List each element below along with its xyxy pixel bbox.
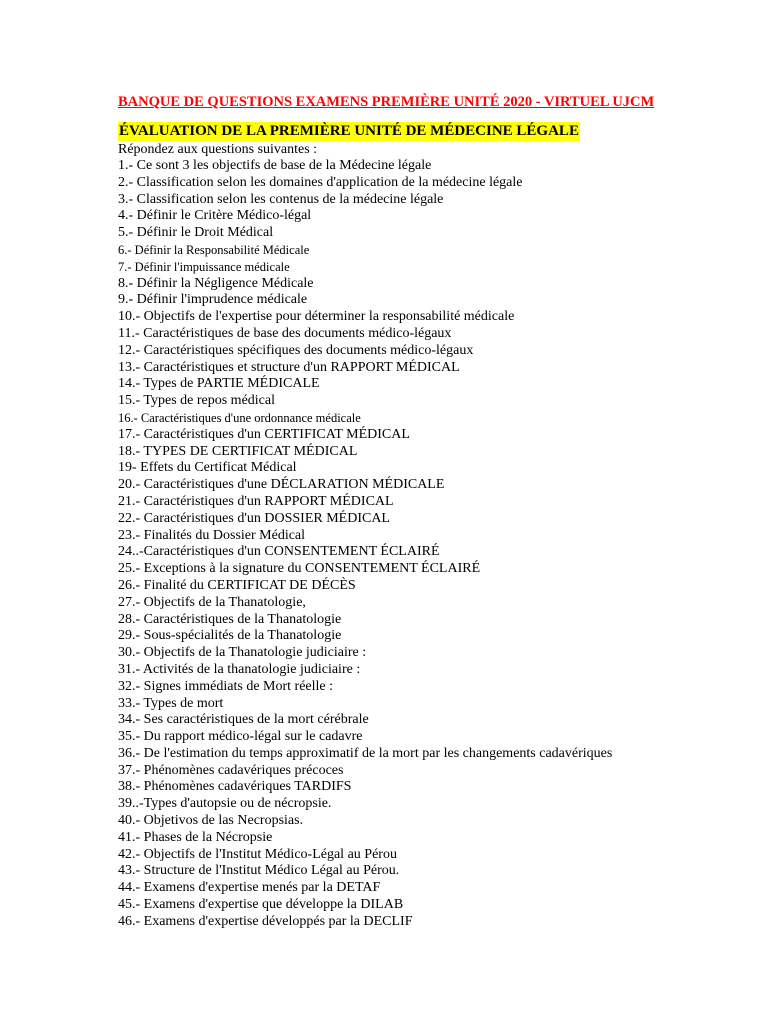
question-item: 28.- Caractéristiques de la Thanatologie: [118, 611, 342, 627]
question-item: 24..-Caractéristiques d'un CONSENTEMENT ÉCLAIRÉ: [118, 544, 440, 560]
question-item: 23.- Finalités du Dossier Médical: [118, 527, 306, 543]
question-item: 41.- Phases de la Nécropsie: [118, 829, 273, 845]
question-item: 20.- Caractéristiques d'une DÉCLARATION MÉDICALE: [118, 477, 445, 493]
question-item: 46.- Examens d'expertise développés par la DECLIF: [118, 913, 413, 929]
question-list: [118, 158, 612, 931]
question-item: 17.- Caractéristiques d'un CERTIFICAT MÉDICAL: [118, 426, 410, 442]
question-item: 4.- Définir le Critère Médico-légal: [118, 208, 312, 224]
question-item: 15.- Types de repos médical: [118, 393, 275, 409]
question-item: 21.- Caractéristiques d'un RAPPORT MÉDICAL: [118, 493, 394, 509]
document-title: BANQUE DE QUESTIONS EXAMENS PREMIÈRE UNITÉ 2020 - VIRTUEL UJCM: [118, 94, 655, 110]
question-item: 14.- Types de PARTIE MÉDICALE: [118, 376, 320, 392]
question-item: 30.- Objectifs de la Thanatologie judiciaire :: [118, 645, 367, 661]
question-item: 35.- Du rapport médico-légal sur le cadavre: [118, 729, 363, 745]
question-item: 12.- Caractéristiques spécifiques des documents médico-légaux: [118, 342, 474, 358]
question-item: 3.- Classification selon les contenus de la médecine légale: [118, 191, 444, 207]
instructions-text: Répondez aux questions suivantes :: [118, 142, 318, 157]
question-item: 44.- Examens d'expertise menés par la DETAF: [118, 880, 381, 896]
question-item: 5.- Définir le Droit Médical: [118, 225, 274, 241]
question-item: 7.- Définir l'impuissance médicale: [118, 259, 290, 274]
question-item: 22.- Caractéristiques d'un DOSSIER MÉDICAL: [118, 510, 390, 526]
question-item: 8.- Définir la Négligence Médicale: [118, 275, 314, 291]
question-item: 18.- TYPES DE CERTIFICAT MÉDICAL: [118, 443, 358, 459]
question-item: 40.- Objetivos de las Necropsias.: [118, 813, 304, 829]
question-item: 34.- Ses caractéristiques de la mort cérébrale: [118, 712, 369, 728]
question-item: 9.- Définir l'imprudence médicale: [118, 292, 308, 308]
question-item: 10.- Objectifs de l'expertise pour déterminer la responsabilité médicale: [118, 309, 515, 325]
question-item: 45.- Examens d'expertise que développe la DILAB: [118, 897, 404, 913]
question-item: 29.- Sous-spécialités de la Thanatologie: [118, 628, 342, 644]
question-item: 32.- Signes immédiats de Mort réelle :: [118, 678, 334, 694]
question-item: 42.- Objectifs de l'Institut Médico-Légal au Pérou: [118, 846, 397, 862]
question-item: 11.- Caractéristiques de base des documents médico-légaux: [118, 325, 452, 341]
question-item: 1.- Ce sont 3 les objectifs de base de la Médecine légale: [118, 158, 432, 173]
question-item: 31.- Activités de la thanatologie judiciaire :: [118, 661, 361, 677]
question-item: 19- Effets du Certificat Médical: [118, 460, 297, 476]
question-item: 6.- Définir la Responsabilité Médicale: [118, 242, 310, 257]
question-item: 36.- De l'estimation du temps approximatif de la mort par les changements cadavériques: [118, 745, 613, 761]
question-item: 39..-Types d'autopsie ou de nécropsie.: [118, 796, 332, 812]
question-item: 2.- Classification selon les domaines d'application de la médecine légale: [118, 174, 523, 190]
question-item: 13.- Caractéristiques et structure d'un RAPPORT MÉDICAL: [118, 359, 460, 375]
question-item: 25.- Exceptions à la signature du CONSENTEMENT ÉCLAIRÉ: [118, 561, 481, 577]
question-item: 27.- Objectifs de la Thanatologie,: [118, 594, 306, 610]
question-item: 16.- Caractéristiques d'une ordonnance médicale: [118, 410, 361, 425]
question-item: 37.- Phénomènes cadavériques précoces: [118, 762, 344, 778]
question-item: 38.- Phénomènes cadavériques TARDIFS: [118, 779, 352, 795]
document-subtitle: ÉVALUATION DE LA PREMIÈRE UNITÉ DE MÉDECINE LÉGALE: [119, 123, 579, 139]
question-item: 26.- Finalité du CERTIFICAT DE DÉCÈS: [118, 577, 356, 593]
question-item: 33.- Types de mort: [118, 695, 224, 711]
question-item: 43.- Structure de l'Institut Médico Légal au Pérou.: [118, 863, 400, 879]
